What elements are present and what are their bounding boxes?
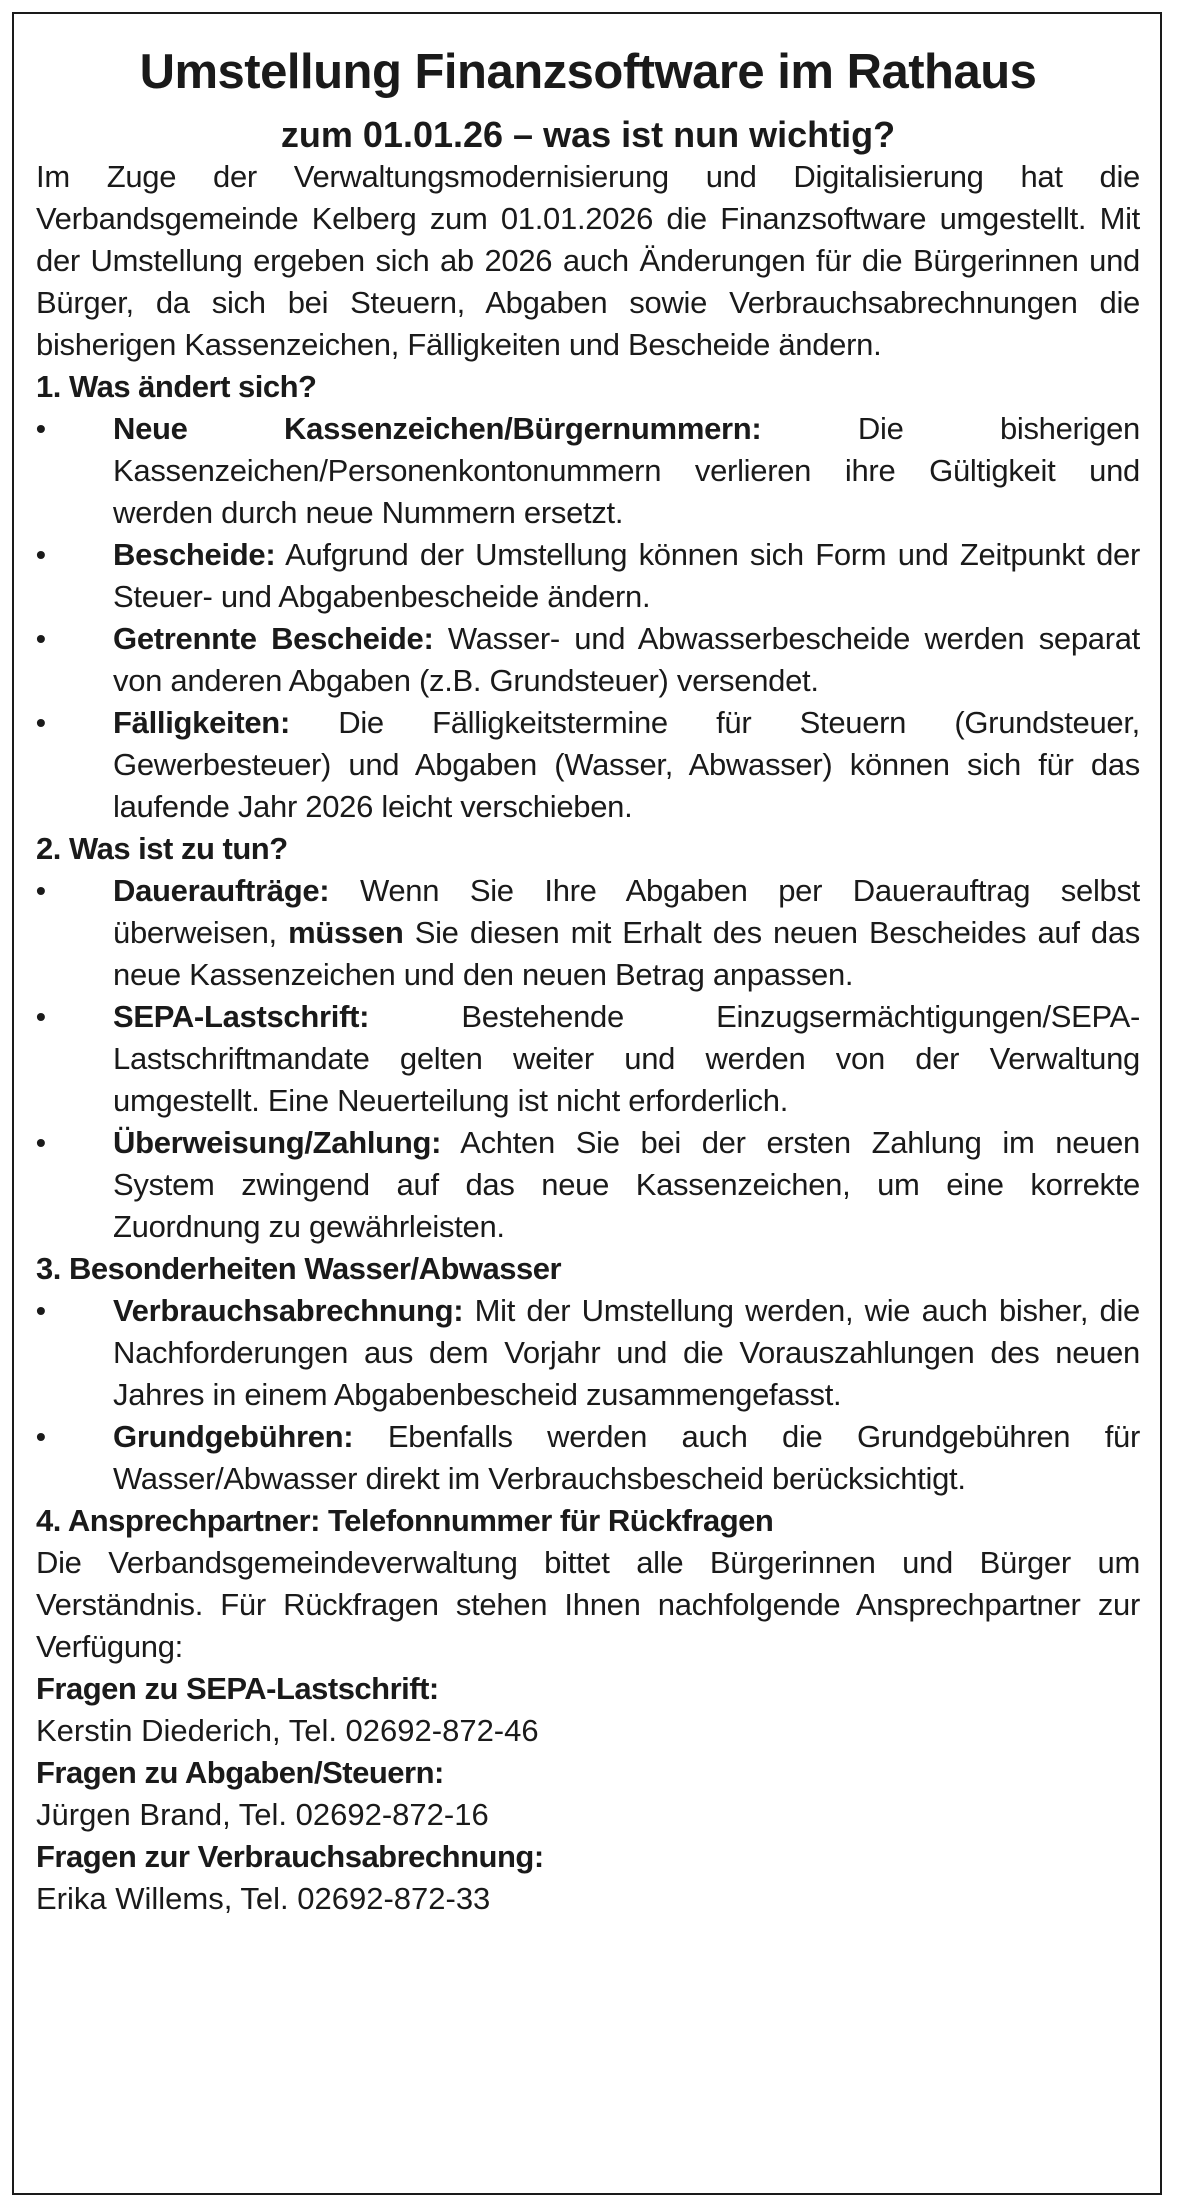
item-emphasis: müssen xyxy=(288,915,404,951)
bullet-icon: • xyxy=(36,623,46,655)
item-term: Getrennte Bescheide: xyxy=(113,621,434,657)
contact-value-sepa: Kerstin Diederich, Tel. 02692-872-46 xyxy=(36,1713,539,1749)
notice-subtitle: zum 01.01.26 – was ist nun wichtig? xyxy=(280,114,896,156)
section-4-heading: 4. Ansprechpartner: Telefonnummer für Rückfragen xyxy=(36,1503,774,1539)
list-item-faelligkeiten xyxy=(36,702,1140,828)
list-item-ueberweisung xyxy=(36,1122,1140,1248)
item-term: Daueraufträge: xyxy=(113,873,330,909)
item-text: Achten Sie bei der ersten Zahlung im neuen System zwingend auf das neue Kassenzeichen, um eine korrekte Zuordnung zu gewährleisten. xyxy=(113,1125,1140,1245)
notice-frame xyxy=(12,12,1162,2195)
item-term: SEPA-Lastschrift: xyxy=(113,999,370,1035)
bullet-icon: • xyxy=(36,1001,46,1033)
contact-label-sepa: Fragen zu SEPA-Lastschrift: xyxy=(36,1671,439,1707)
item-text: Bestehende Einzugsermächtigungen/SEPA-Lastschriftmandate gelten weiter und werden von der Verwaltung umgestellt. Eine Neuerteilung ist nicht erforderlich. xyxy=(113,999,1140,1119)
item-text: Aufgrund der Umstellung können sich Form und Zeitpunkt der Steuer- und Abgabenbescheide ändern. xyxy=(113,537,1140,615)
list-item-bescheide xyxy=(36,534,1140,618)
list-item-dauerauftraege xyxy=(36,870,1140,996)
section-1-heading: 1. Was ändert sich? xyxy=(36,369,317,405)
item-text: Mit der Umstellung werden, wie auch bisher, die Nachforderungen aus dem Vorjahr und die Vorauszahlungen des neuen Jahres in einem Abgabenbescheid zusammengefasst. xyxy=(113,1293,1140,1413)
contact-label-abgaben: Fragen zu Abgaben/Steuern: xyxy=(36,1755,444,1791)
item-term: Neue Kassenzeichen/Bürgernummern: xyxy=(113,411,762,447)
section-4-intro: Die Verbandsgemeindeverwaltung bittet alle Bürgerinnen und Bürger um Verständnis. Für Rückfragen stehen Ihnen nachfolgende Ansprechpartner zur Verfügung: xyxy=(36,1545,1140,1665)
section-2-list xyxy=(36,870,1140,1248)
contact-label-verbrauch: Fragen zur Verbrauchsabrechnung: xyxy=(36,1839,544,1875)
bullet-icon: • xyxy=(36,1421,46,1453)
item-term: Grundgebühren: xyxy=(113,1419,354,1455)
bullet-icon: • xyxy=(36,875,46,907)
bullet-icon: • xyxy=(36,1127,46,1159)
bullet-icon: • xyxy=(36,413,46,445)
list-item-verbrauchsabrechnung xyxy=(36,1290,1140,1416)
item-text: Ebenfalls werden auch die Grundgebühren für Wasser/Abwasser direkt im Verbrauchsbescheid berücksichtigt. xyxy=(113,1419,1140,1497)
bullet-icon: • xyxy=(36,707,46,739)
section-1-list xyxy=(36,408,1140,828)
notice-title: Umstellung Finanzsoftware im Rathaus xyxy=(139,45,1037,99)
intro-paragraph: Im Zuge der Verwaltungsmodernisierung und Digitalisierung hat die Verbandsgemeinde Kelberg zum 01.01.2026 die Finanzsoftware umgestellt. Mit der Umstellung ergeben sich ab 2026 auch Änderungen für die Bürgerinnen und Bürger, da sich bei Steuern, Abgaben sowie Verbrauchsabrechnungen die bisherigen Kassenzeichen, Fälligkeiten und Bescheide ändern. xyxy=(36,159,1140,363)
list-item-kassenzeichen xyxy=(36,408,1140,534)
item-text: Wenn Sie Ihre Abgaben per Dauerauftrag selbst überweisen, xyxy=(113,873,1140,951)
bullet-icon: • xyxy=(36,1295,46,1327)
item-term: Bescheide: xyxy=(113,537,276,573)
item-text: Sie diesen mit Erhalt des neuen Bescheides auf das neue Kassenzeichen und den neuen Betrag anpassen. xyxy=(113,915,1140,993)
section-3-list xyxy=(36,1290,1140,1500)
list-item-grundgebuehren xyxy=(36,1416,1140,1500)
list-item-getrennte-bescheide xyxy=(36,618,1140,702)
list-item-sepa xyxy=(36,996,1140,1122)
item-term: Verbrauchsabrechnung: xyxy=(113,1293,464,1329)
section-3-heading: 3. Besonderheiten Wasser/Abwasser xyxy=(36,1251,562,1287)
bullet-icon: • xyxy=(36,539,46,571)
item-term: Überweisung/Zahlung: xyxy=(113,1125,442,1161)
item-text: Wasser- und Abwasserbescheide werden separat von anderen Abgaben (z.B. Grundsteuer) versendet. xyxy=(113,621,1140,699)
item-text: Die bisherigen Kassenzeichen/Personenkontonummern verlieren ihre Gültigkeit und werden durch neue Nummern ersetzt. xyxy=(113,411,1140,531)
item-term: Fälligkeiten: xyxy=(113,705,290,741)
contact-value-verbrauch: Erika Willems, Tel. 02692-872-33 xyxy=(36,1881,491,1917)
contact-value-abgaben: Jürgen Brand, Tel. 02692-872-16 xyxy=(36,1797,489,1833)
item-text: Die Fälligkeitstermine für Steuern (Grundsteuer, Gewerbesteuer) und Abgaben (Wasser, Abwasser) können sich für das laufende Jahr 2026 leicht verschieben. xyxy=(113,705,1140,825)
section-2-heading: 2. Was ist zu tun? xyxy=(36,831,288,867)
